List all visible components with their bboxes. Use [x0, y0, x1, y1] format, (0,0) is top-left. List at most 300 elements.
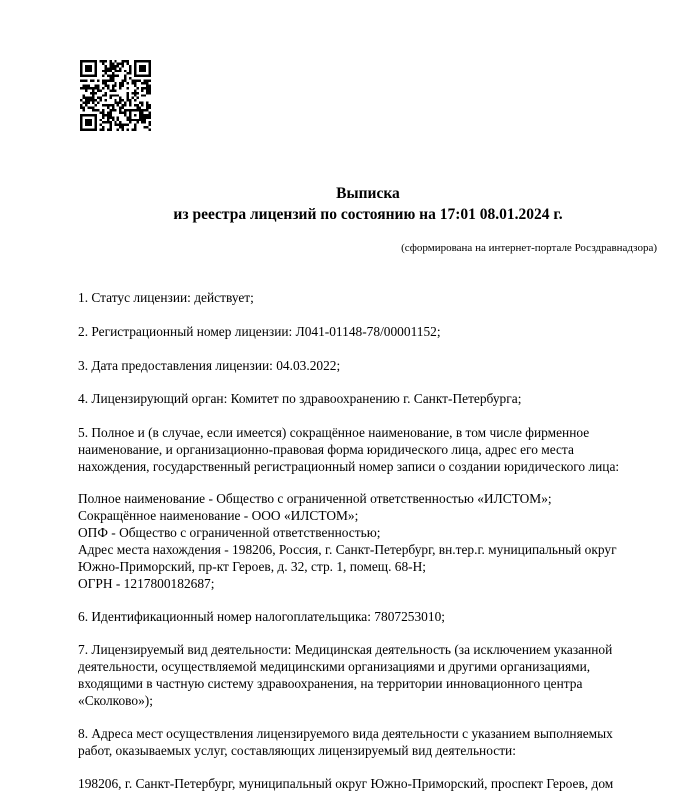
qr-module [112, 77, 114, 79]
qr-module [119, 84, 121, 86]
qr-module [119, 126, 121, 128]
qr-module [139, 60, 141, 62]
qr-module [95, 65, 97, 67]
qr-module [90, 114, 92, 116]
qr-module [90, 65, 92, 67]
qr-module [90, 67, 92, 69]
qr-module [114, 84, 116, 86]
qr-module [109, 121, 111, 123]
qr-module [80, 67, 82, 69]
qr-module [104, 121, 106, 123]
qr-module [109, 80, 111, 82]
qr-module [134, 67, 136, 69]
qr-module [117, 124, 119, 126]
qr-module [95, 72, 97, 74]
qr-module [129, 77, 131, 79]
qr-module [90, 119, 92, 121]
qr-module [134, 114, 136, 116]
qr-module [109, 104, 111, 106]
qr-module [114, 75, 116, 77]
qr-module [114, 121, 116, 123]
qr-module [92, 97, 94, 99]
paragraph-line: деятельности, осуществляемой медицинскими организациями и другими организациями, [78, 659, 591, 674]
qr-code-icon [80, 60, 151, 131]
activity-addresses-heading [78, 725, 658, 759]
qr-module [107, 129, 109, 131]
qr-module [139, 107, 141, 109]
qr-module [92, 114, 94, 116]
qr-module [139, 70, 141, 72]
qr-module [122, 107, 124, 109]
qr-module [117, 70, 119, 72]
qr-module [90, 70, 92, 72]
qr-module [82, 87, 84, 89]
qr-module [80, 65, 82, 67]
qr-module [141, 121, 143, 123]
qr-module [85, 84, 87, 86]
qr-module [87, 114, 89, 116]
qr-module [146, 75, 148, 77]
qr-module [82, 107, 84, 109]
qr-module [82, 60, 84, 62]
qr-module [134, 80, 136, 82]
qr-module [136, 75, 138, 77]
qr-module [134, 62, 136, 64]
paragraph-line: «Сколково»); [78, 693, 153, 708]
qr-module [87, 129, 89, 131]
qr-module [97, 87, 99, 89]
qr-module [119, 99, 121, 101]
qr-module [134, 92, 136, 94]
qr-module [95, 60, 97, 62]
qr-module [80, 119, 82, 121]
qr-module [139, 111, 141, 113]
qr-module [124, 114, 126, 116]
qr-module [85, 104, 87, 106]
qr-module [141, 114, 143, 116]
qr-module [129, 121, 131, 123]
qr-module [139, 116, 141, 118]
qr-module [109, 116, 111, 118]
qr-module [119, 107, 121, 109]
qr-module [146, 107, 148, 109]
qr-module [104, 60, 106, 62]
qr-module [97, 84, 99, 86]
qr-module [144, 60, 146, 62]
qr-module [90, 99, 92, 101]
qr-module [134, 84, 136, 86]
qr-module [134, 89, 136, 91]
qr-module [97, 102, 99, 104]
qr-module [117, 119, 119, 121]
qr-module [104, 70, 106, 72]
qr-module [139, 114, 141, 116]
qr-module [97, 109, 99, 111]
qr-module [82, 114, 84, 116]
qr-module [87, 124, 89, 126]
qr-module [87, 99, 89, 101]
qr-module [107, 104, 109, 106]
qr-module [107, 84, 109, 86]
qr-module [87, 107, 89, 109]
qr-module [131, 97, 133, 99]
qr-module [90, 97, 92, 99]
qr-module [100, 124, 102, 126]
qr-module [100, 60, 102, 62]
qr-module [85, 87, 87, 89]
qr-module [149, 75, 151, 77]
qr-module [127, 97, 129, 99]
qr-module [112, 62, 114, 64]
qr-module [95, 124, 97, 126]
qr-module [85, 129, 87, 131]
qr-module [80, 126, 82, 128]
qr-module [85, 70, 87, 72]
qr-module [127, 87, 129, 89]
qr-module [112, 109, 114, 111]
qr-module [141, 102, 143, 104]
qr-module [80, 114, 82, 116]
qr-module [87, 67, 89, 69]
qr-module [117, 129, 119, 131]
qr-module [90, 92, 92, 94]
qr-module [139, 119, 141, 121]
qr-module [109, 77, 111, 79]
license-issue-date: 3. Дата предоставления лицензии: 04.03.2022; [78, 358, 341, 373]
qr-module [129, 116, 131, 118]
paragraph-line: работ, оказываемых услуг, составляющих лицензируемый вид деятельности: [78, 743, 516, 758]
paragraph-line: 8. Адреса мест осуществления лицензируемого вида деятельности с указанием выполняемых [78, 726, 613, 741]
qr-module [80, 72, 82, 74]
qr-module [109, 67, 111, 69]
qr-module [109, 65, 111, 67]
qr-module [85, 80, 87, 82]
qr-module [114, 109, 116, 111]
qr-module [90, 87, 92, 89]
qr-module [92, 129, 94, 131]
qr-module [136, 119, 138, 121]
qr-module [104, 65, 106, 67]
qr-module [117, 75, 119, 77]
qr-module [114, 70, 116, 72]
qr-module [122, 99, 124, 101]
qr-module [107, 87, 109, 89]
qr-module [146, 126, 148, 128]
qr-module [102, 80, 104, 82]
qr-module [82, 84, 84, 86]
qr-module [127, 94, 129, 96]
org-full-name: Полное наименование - Общество с ограниченной ответственностью «ИЛСТОМ»; [78, 491, 552, 506]
qr-module [80, 75, 82, 77]
qr-module [104, 104, 106, 106]
qr-module [100, 119, 102, 121]
qr-module [146, 116, 148, 118]
qr-module [134, 126, 136, 128]
qr-module [136, 87, 138, 89]
qr-module [127, 124, 129, 126]
org-ogrn: ОГРН - 1217800182687; [78, 576, 215, 591]
qr-module [104, 92, 106, 94]
qr-module [139, 102, 141, 104]
qr-module [144, 75, 146, 77]
qr-module [149, 80, 151, 82]
qr-module [119, 109, 121, 111]
qr-module [136, 109, 138, 111]
org-address: Адрес места нахождения - 198206, Россия, г. Санкт-Петербург, вн.тер.г. муниципальный округ [78, 542, 617, 557]
qr-module [119, 67, 121, 69]
qr-module [85, 89, 87, 91]
qr-module [144, 65, 146, 67]
qr-module [124, 102, 126, 104]
qr-module [95, 84, 97, 86]
qr-module [95, 126, 97, 128]
qr-module [134, 60, 136, 62]
qr-module [134, 65, 136, 67]
qr-module [87, 84, 89, 86]
qr-module [109, 124, 111, 126]
qr-module [131, 119, 133, 121]
qr-module [109, 126, 111, 128]
qr-module [114, 60, 116, 62]
qr-module [107, 80, 109, 82]
qr-module [107, 116, 109, 118]
qr-module [127, 62, 129, 64]
qr-module [102, 82, 104, 84]
qr-module [131, 92, 133, 94]
qr-module [122, 62, 124, 64]
qr-module [80, 80, 82, 82]
qr-module [144, 87, 146, 89]
qr-module [102, 60, 104, 62]
qr-module [149, 111, 151, 113]
qr-module [149, 62, 151, 64]
qr-module [87, 65, 89, 67]
qr-module [90, 107, 92, 109]
source-note: (сформирована на интернет-портале Росздравнадзора) [401, 242, 657, 254]
qr-module [141, 109, 143, 111]
qr-module [90, 80, 92, 82]
qr-module [129, 114, 131, 116]
qr-module [85, 124, 87, 126]
qr-module [124, 104, 126, 106]
qr-module [134, 72, 136, 74]
qr-module [134, 124, 136, 126]
qr-module [102, 114, 104, 116]
qr-module [80, 99, 82, 101]
qr-module [144, 126, 146, 128]
qr-module [112, 67, 114, 69]
qr-module [92, 60, 94, 62]
qr-module [139, 75, 141, 77]
qr-module [104, 80, 106, 82]
qr-module [127, 119, 129, 121]
qr-module [100, 97, 102, 99]
qr-module [100, 129, 102, 131]
qr-module [90, 75, 92, 77]
qr-module [122, 80, 124, 82]
qr-module [124, 109, 126, 111]
qr-module [149, 60, 151, 62]
qr-module [87, 121, 89, 123]
qr-module [134, 104, 136, 106]
qr-module [144, 67, 146, 69]
qr-module [141, 87, 143, 89]
qr-module [80, 87, 82, 89]
qr-module [112, 65, 114, 67]
qr-module [136, 92, 138, 94]
qr-code-graphic [80, 60, 151, 131]
qr-module [144, 114, 146, 116]
qr-module [102, 111, 104, 113]
qr-module [80, 70, 82, 72]
qr-module [95, 67, 97, 69]
qr-module [104, 99, 106, 101]
qr-module [112, 107, 114, 109]
qr-module [90, 121, 92, 123]
qr-module [146, 82, 148, 84]
qr-module [109, 62, 111, 64]
qr-module [146, 104, 148, 106]
qr-module [92, 102, 94, 104]
qr-module [90, 124, 92, 126]
qr-module [87, 70, 89, 72]
qr-module [129, 70, 131, 72]
qr-module [144, 70, 146, 72]
qr-module [117, 116, 119, 118]
qr-module [95, 99, 97, 101]
paragraph-line: 5. Полное и (в случае, если имеется) сокращённое наименование, в том числе фирменное [78, 425, 590, 440]
qr-module [85, 102, 87, 104]
qr-module [129, 104, 131, 106]
qr-module [117, 104, 119, 106]
paragraph-line: 7. Лицензируемый вид деятельности: Медицинская деятельность (за исключением указанной [78, 642, 613, 657]
qr-module [141, 119, 143, 121]
qr-module [119, 87, 121, 89]
qr-module [119, 111, 121, 113]
qr-module [139, 109, 141, 111]
qr-module [114, 67, 116, 69]
qr-module [129, 65, 131, 67]
qr-module [95, 104, 97, 106]
qr-module [146, 109, 148, 111]
qr-module [107, 121, 109, 123]
qr-module [102, 75, 104, 77]
qr-module [97, 89, 99, 91]
taxpayer-id: 6. Идентификационный номер налогоплательщика: 7807253010; [78, 609, 445, 624]
qr-module [114, 89, 116, 91]
licensing-authority: 4. Лицензирующий орган: Комитет по здравоохранению г. Санкт-Петербурга; [78, 391, 522, 406]
paragraph-line: наименование, и организационно-правовая форма юридического лица, адрес его места [78, 442, 574, 457]
qr-module [112, 116, 114, 118]
qr-module [80, 129, 82, 131]
qr-module [109, 94, 111, 96]
license-status: 1. Статус лицензии: действует; [78, 290, 254, 305]
qr-module [141, 94, 143, 96]
qr-module [134, 75, 136, 77]
qr-module [149, 129, 151, 131]
qr-module [85, 119, 87, 121]
qr-module [107, 70, 109, 72]
qr-module [85, 121, 87, 123]
qr-module [112, 75, 114, 77]
qr-module [122, 126, 124, 128]
org-name-section-heading [78, 424, 658, 475]
qr-module [127, 99, 129, 101]
document-title-block [0, 183, 692, 225]
org-legal-form: ОПФ - Общество с ограниченной ответственностью; [78, 525, 381, 540]
qr-module [107, 119, 109, 121]
qr-module [82, 80, 84, 82]
qr-module [82, 75, 84, 77]
qr-module [131, 129, 133, 131]
qr-module [149, 121, 151, 123]
qr-module [85, 75, 87, 77]
qr-module [95, 116, 97, 118]
qr-module [144, 80, 146, 82]
qr-module [144, 119, 146, 121]
qr-module [97, 97, 99, 99]
qr-module [141, 89, 143, 91]
qr-module [80, 107, 82, 109]
qr-module [129, 109, 131, 111]
qr-module [144, 82, 146, 84]
qr-module [131, 80, 133, 82]
qr-module [95, 92, 97, 94]
qr-module [107, 114, 109, 116]
qr-module [149, 124, 151, 126]
qr-module [112, 72, 114, 74]
qr-module [95, 109, 97, 111]
qr-module [80, 124, 82, 126]
qr-module [114, 99, 116, 101]
qr-module [95, 75, 97, 77]
qr-module [104, 114, 106, 116]
qr-module [112, 84, 114, 86]
qr-module [114, 102, 116, 104]
qr-module [112, 119, 114, 121]
qr-module [146, 84, 148, 86]
qr-module [80, 116, 82, 118]
qr-module [95, 62, 97, 64]
qr-module [129, 102, 131, 104]
qr-module [141, 82, 143, 84]
qr-module [149, 65, 151, 67]
qr-module [124, 124, 126, 126]
qr-module [144, 116, 146, 118]
qr-module [141, 75, 143, 77]
qr-module [112, 87, 114, 89]
qr-module [149, 107, 151, 109]
qr-module [82, 102, 84, 104]
qr-module [85, 114, 87, 116]
qr-module [139, 67, 141, 69]
qr-module [146, 89, 148, 91]
qr-module [134, 99, 136, 101]
qr-module [134, 82, 136, 84]
qr-module [102, 121, 104, 123]
qr-module [92, 87, 94, 89]
qr-module [124, 111, 126, 113]
qr-module [129, 111, 131, 113]
qr-module [104, 72, 106, 74]
qr-module [122, 60, 124, 62]
qr-module [146, 102, 148, 104]
qr-module [112, 94, 114, 96]
qr-module [100, 111, 102, 113]
qr-module [87, 87, 89, 89]
qr-module [127, 82, 129, 84]
qr-module [114, 65, 116, 67]
